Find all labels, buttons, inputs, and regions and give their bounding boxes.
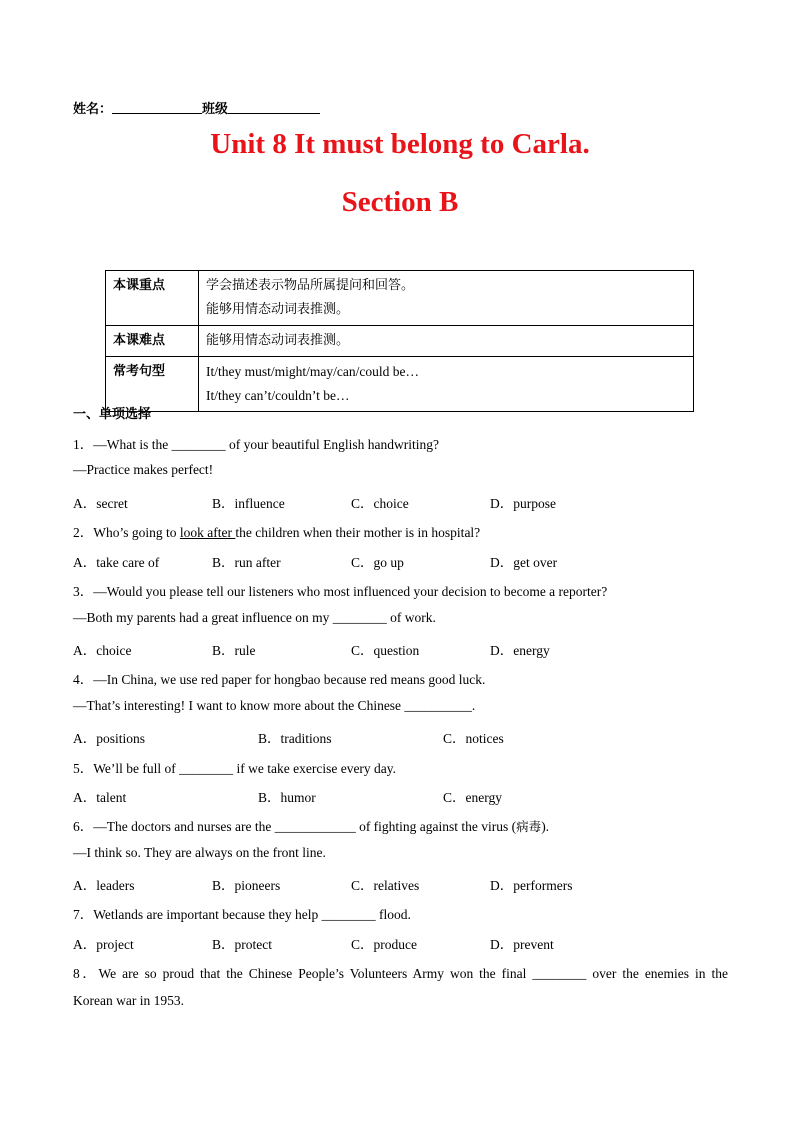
chinese-gloss: 病毒 — [516, 819, 542, 834]
question-1-option-a[interactable]: A．secret — [73, 496, 128, 511]
question-3-reply: —Both my parents had a great influence on my ________ of work. — [73, 610, 436, 625]
table-line: 学会描述表示物品所属提问和回答。 — [206, 278, 415, 293]
name-label: 姓名： — [73, 102, 113, 117]
question-6-reply: —I think so. They are always on the front line. — [73, 845, 326, 860]
section-heading-single-choice: 一、单项选择 — [73, 407, 152, 422]
question-text: Who’s going to — [93, 525, 180, 540]
question-text: —In China, we use red paper for hongbao because red means good luck. — [93, 672, 486, 687]
question-2-option-c[interactable]: C．go up — [351, 555, 404, 570]
question-5-option-a[interactable]: A．talent — [73, 790, 127, 805]
table-line: It/they can’t/couldn’t be… — [206, 388, 350, 403]
question-8-stem-line2: Korean war in 1953. — [73, 993, 184, 1008]
row-label-key-points: 本课重点 — [106, 271, 199, 326]
question-4-option-c[interactable]: C．notices — [443, 731, 504, 746]
question-4-reply: —That’s interesting! I want to know more about the Chinese __________. — [73, 698, 476, 713]
question-4-option-b[interactable]: B．traditions — [258, 731, 332, 746]
question-3-stem — [73, 580, 607, 600]
question-5-option-c[interactable]: C．energy — [443, 790, 502, 805]
question-7-option-b[interactable]: B．protect — [212, 937, 272, 952]
question-number: 8． — [73, 966, 99, 981]
question-3-option-a[interactable]: A．choice — [73, 643, 132, 658]
question-6-stem — [73, 815, 549, 835]
question-6-option-b[interactable]: B．pioneers — [212, 878, 281, 893]
question-7-option-a[interactable]: A．project — [73, 937, 134, 952]
question-7-option-c[interactable]: C．produce — [351, 937, 417, 952]
unit-title: Unit 8 It must belong to Carla. — [210, 128, 590, 160]
row-label-sentence-patterns: 常考句型 — [106, 357, 199, 412]
table-row — [106, 357, 694, 412]
name-blank[interactable] — [112, 101, 202, 114]
question-7-option-d[interactable]: D．prevent — [490, 937, 554, 952]
question-1-option-c[interactable]: C．choice — [351, 496, 409, 511]
table-line: 能够用情态动词表推测。 — [206, 302, 350, 317]
question-2-option-a[interactable]: A．take care of — [73, 555, 160, 570]
lesson-goals-table — [105, 270, 694, 412]
table-row — [106, 326, 694, 357]
question-6-option-c[interactable]: C．relatives — [351, 878, 420, 893]
underlined-phrase: look after — [179, 525, 236, 540]
class-blank[interactable] — [228, 101, 320, 114]
row-label-difficulties: 本课难点 — [106, 326, 199, 357]
question-number: 3． — [73, 584, 94, 599]
question-7-stem — [73, 903, 411, 923]
question-3-option-c[interactable]: C．question — [351, 643, 420, 658]
question-6-option-d[interactable]: D．performers — [490, 878, 573, 893]
question-5-option-b[interactable]: B．humor — [258, 790, 316, 805]
question-number: 4． — [73, 672, 94, 687]
question-2-stem — [73, 521, 480, 541]
question-number: 2． — [73, 525, 94, 540]
question-6-option-a[interactable]: A．leaders — [73, 878, 135, 893]
question-text: ). — [541, 819, 550, 834]
question-1-option-b[interactable]: B．influence — [212, 496, 285, 511]
question-2-option-b[interactable]: B．run after — [212, 555, 281, 570]
table-line: 能够用情态动词表推测。 — [206, 333, 350, 348]
question-text: the children when their mother is in hospital? — [235, 525, 481, 540]
section-title: Section B — [341, 186, 459, 218]
question-number: 6． — [73, 819, 94, 834]
question-number: 7． — [73, 907, 94, 922]
question-text: Wetlands are important because they help ________ flood. — [93, 907, 411, 922]
class-label: 班级 — [202, 102, 229, 117]
question-3-option-d[interactable]: D．energy — [490, 643, 550, 658]
row-content-difficulties — [199, 326, 694, 357]
row-content-key-points — [199, 271, 694, 326]
question-4-stem — [73, 668, 485, 688]
question-1-stem — [73, 433, 439, 453]
row-content-sentence-patterns — [199, 357, 694, 412]
question-text: —What is the ________ of your beautiful English handwriting? — [93, 437, 439, 452]
question-text: We are so proud that the Chinese People’s Volunteers Army won the final ________ over the enemies in the — [98, 966, 729, 981]
table-row — [106, 271, 694, 326]
question-text: —Would you please tell our listeners who most influenced your decision to become a reporter? — [93, 584, 608, 599]
question-3-option-b[interactable]: B．rule — [212, 643, 256, 658]
question-4-option-a[interactable]: A．positions — [73, 731, 146, 746]
question-number: 1． — [73, 437, 94, 452]
question-1-option-d[interactable]: D．purpose — [490, 496, 556, 511]
question-number: 5． — [73, 761, 94, 776]
question-8-stem-line1 — [73, 962, 728, 982]
question-2-option-d[interactable]: D．get over — [490, 555, 558, 570]
question-1-reply: —Practice makes perfect! — [73, 462, 214, 477]
question-text: —The doctors and nurses are the ____________ of fighting against the virus ( — [93, 819, 517, 834]
question-5-stem — [73, 757, 396, 777]
question-text: We’ll be full of ________ if we take exercise every day. — [93, 761, 397, 776]
student-info-line — [73, 98, 320, 117]
table-line: It/they must/might/may/can/could be… — [206, 364, 419, 379]
